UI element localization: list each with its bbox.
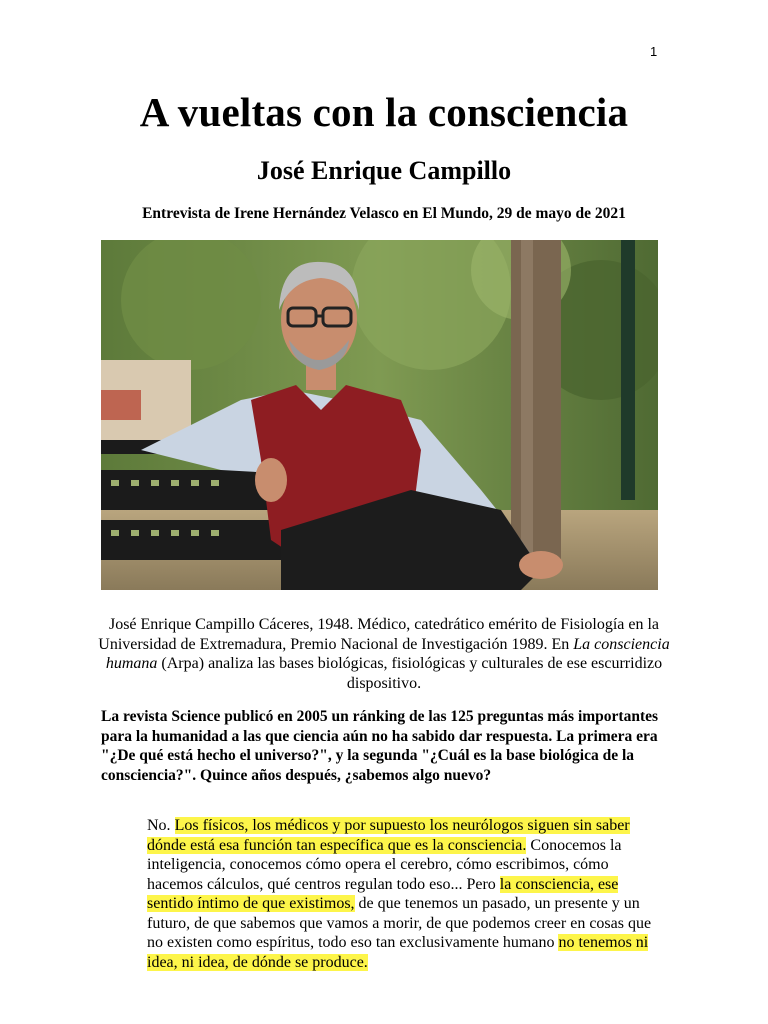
highlighted-text: Los físicos, los médicos y por supuesto los neurólogos siguen sin saber dónde está esa función tan específica que es la consciencia. — [147, 817, 630, 854]
interview-question: La revista Science publicó en 2005 un ránking de las 125 preguntas más importantes para la humanidad a las que ciencia aún no ha sabido dar respuesta. La primera era "¿De qué está hecho el universo?", y la segunda "¿Cuál es la base biológica de la consciencia?". Quince años después, ¿sabemos algo nuevo? — [101, 708, 659, 784]
book-title: La consciencia humana — [105, 635, 670, 672]
answer-text: Conocemos la inteligencia, conocemos cómo opera el cerebro, cómo escribimos, cómo hacemos cálculos, qué centros regulan todo eso... Pero — [147, 836, 622, 893]
photo-caption — [96, 615, 672, 693]
author-photo — [101, 240, 658, 590]
interview-source: Entrevista de Irene Hernández Velasco en El Mundo, 29 de mayo de 2021 — [142, 205, 626, 222]
highlighted-text: la consciencia, ese sentido íntimo de que existimos, — [147, 875, 619, 912]
interview-answer — [147, 816, 657, 972]
highlighted-text: no tenemos ni idea, ni idea, de dónde se produce. — [147, 934, 649, 971]
caption-text-end: (Arpa) analiza las bases biológicas, fisiológicas y culturales de ese escurridizo dispositivo. — [157, 655, 663, 692]
page-number: 1 — [650, 44, 658, 59]
answer-text: de que tenemos un pasado, un presente y un futuro, de que sabemos que vamos a morir, de que podemos creer en cosas que no existen como espíritus, todo eso tan exclusivamente humano — [147, 895, 652, 951]
document-title: A vueltas con la consciencia — [139, 89, 629, 135]
caption-text: José Enrique Campillo Cáceres, 1948. Médico, catedrático emérito de Fisiología en la Universidad de Extremadura, Premio Nacional de Investigación 1989. En — [98, 616, 660, 653]
author-name: José Enrique Campillo — [256, 156, 512, 185]
answer-text: No. — [147, 817, 175, 834]
